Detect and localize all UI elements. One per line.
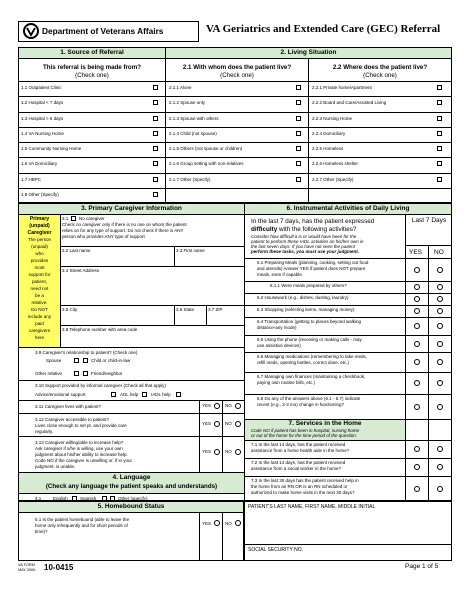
q31-note-1: Check no caregiver only if there is no one on whom the patient <box>62 222 187 227</box>
q312-yes-radio[interactable] <box>214 421 220 427</box>
s2-right-item-checkbox[interactable] <box>437 116 442 121</box>
caregiver-sidebar-line: Do NOT <box>31 307 48 312</box>
s6-item-line: 6.5 Using the phone (receiving or making calls - may <box>257 337 362 342</box>
s6-no-radio[interactable] <box>437 380 443 386</box>
s6-title: 6. Instrumental Activities of Daily Living <box>286 205 410 212</box>
q51-line-3: time)? <box>35 529 48 534</box>
s1-item-checkbox[interactable] <box>153 177 158 182</box>
s1-item-checkbox[interactable] <box>153 116 158 121</box>
lang-num: 4.1 <box>35 496 42 501</box>
lang-spanish-label: Spanish <box>80 496 97 501</box>
row-divider <box>244 394 452 395</box>
s6-no-radio[interactable] <box>437 308 443 314</box>
s1-item-label: 1.5 Community Nursing Home <box>21 146 82 151</box>
s7-item-line: assistance from a social worker in the home? <box>251 466 342 471</box>
s6-item-line: paying own routine bills, etc.) <box>257 380 316 385</box>
q39-label: 3.9 Caregiver's relationship to patient? (Check one) <box>35 350 138 355</box>
cg-last-name-label: 3.2 Last name <box>62 248 91 253</box>
s6-item-line: meals, even if capable. <box>257 272 304 277</box>
row-divider <box>244 440 452 441</box>
q312-no-label: NO <box>225 421 232 426</box>
footer-form-label: VA FORM <box>18 563 35 567</box>
support-advice-checkbox[interactable] <box>111 392 116 397</box>
q313-yes-label: YES <box>202 449 212 454</box>
s6-no-radio[interactable] <box>437 267 443 273</box>
s7-item-line: 7.1 In the last 14 days, has the patient received <box>251 442 346 447</box>
footer-form-number: 10-0415 <box>44 563 74 572</box>
s7-note-1: Code NO if patient has been in hospital, nursing home <box>251 428 360 433</box>
row-divider <box>244 305 452 306</box>
s6-item-line: use assistive devices) <box>257 343 301 348</box>
s2-q2: 2.2 Where does the patient live? <box>332 64 428 71</box>
q313-yes-radio[interactable] <box>214 449 220 455</box>
q311-no-label: NO <box>225 403 232 408</box>
q313-note-1: Ask caregiver if s/he is willing, use your own <box>35 446 123 451</box>
s2-title: 2. Living Situation <box>280 49 337 56</box>
s6-no-radio[interactable] <box>437 284 443 290</box>
row-divider <box>165 142 452 143</box>
row-divider <box>18 173 165 174</box>
s6-item-line: 6.8 Do any of the answers above (6.1 - 6.7) indicate <box>257 396 361 401</box>
caregiver-sidebar-line: here <box>34 335 45 340</box>
row-divider <box>165 112 452 113</box>
s1-item-checkbox[interactable] <box>153 161 158 166</box>
q313-no-radio[interactable] <box>235 449 241 455</box>
s7-note-2: or out of the home for the time period of the question. <box>251 433 358 438</box>
s6-item-line: 6.6 Managing medications (remembering to take meds, <box>257 354 368 359</box>
s4-subtitle: (Check any language the patient speaks and understands) <box>45 483 218 490</box>
s6-yes-radio[interactable] <box>414 404 420 410</box>
form-title: VA Geriatrics and Extended Care (GEC) Referral <box>206 23 441 35</box>
s1-subhead-check: (Check one) <box>75 72 109 79</box>
caregiver-sidebar-line: Caregiver <box>27 230 52 236</box>
s6-yes-radio[interactable] <box>414 341 420 347</box>
s6-item-line: 6.3 Shopping (selecting items, managing money) <box>257 307 355 312</box>
rel-spouse-label: Spouse <box>46 358 62 363</box>
s2-left-item-checkbox[interactable] <box>296 131 301 136</box>
s2-right-item-checkbox[interactable] <box>437 161 442 166</box>
s6-item-line: recent (e.g., 2-3 mo) change in functioning? <box>257 402 345 407</box>
q31-note-2: relies on for any type of support. Do not check if there is ANY <box>62 228 184 233</box>
support-adl-checkbox[interactable] <box>142 392 147 397</box>
row-divider <box>165 127 452 128</box>
q31-note-3: person who provides ANY type of support <box>62 234 145 239</box>
s2-right-item-checkbox[interactable] <box>437 146 442 151</box>
s2-q1: 2.1 With whom does the patient live? <box>182 64 292 71</box>
cg-street-field[interactable] <box>61 276 243 286</box>
s6-item-line: refill meds, opening bottles, correct dose, etc.) <box>257 360 350 365</box>
s6-note-3: the last seven days. If you have not seen the patient <box>251 244 355 249</box>
s6-no-header: NO <box>434 249 444 256</box>
caregiver-sidebar-line: patient, <box>31 279 48 284</box>
s2-left-item-checkbox[interactable] <box>296 146 301 151</box>
va-seal-icon <box>22 22 40 40</box>
s6-header-2: difficulty with the following activities? <box>251 226 357 233</box>
org-name: Department of Veterans Affairs <box>42 26 164 36</box>
s6-item-line: 6.1.1 Were meals prepared by others? <box>270 283 347 288</box>
caregiver-sidebar-line: support for <box>28 272 51 277</box>
caregiver-sidebar-line: relative. <box>31 300 48 305</box>
cg-phone-field[interactable] <box>61 335 243 345</box>
s6-no-radio[interactable] <box>437 323 443 329</box>
s4-title: 4. Language <box>112 474 151 481</box>
caregiver-sidebar-line: most <box>34 265 45 270</box>
s5-title: 5. Homebound Status <box>97 503 165 510</box>
s7-item-line: 7.2 In the last 14 days, has the patient received <box>251 460 346 465</box>
s2-left-item-label: 2.1.3 Spouse with others <box>169 115 219 121</box>
q311-label: 3.11 Caregiver lives with patient? <box>35 404 101 409</box>
support-adl-label: ADL help <box>120 392 139 397</box>
s2-right-item-checkbox[interactable] <box>437 85 442 90</box>
s1-item-label: 1.2 Hospital < 7 days <box>21 100 64 106</box>
s1-item-checkbox[interactable] <box>153 146 158 151</box>
support-iadl-checkbox[interactable] <box>176 392 181 397</box>
s7-no-radio[interactable] <box>437 464 443 470</box>
q51-yes-radio[interactable] <box>214 520 220 526</box>
q31-num: 3.1 <box>62 216 69 221</box>
rel-spouse-checkbox[interactable] <box>74 358 79 363</box>
cg-last-name-field[interactable] <box>61 255 173 265</box>
s1-item-label: 1.8 Other (Specify) <box>21 191 59 197</box>
s6-yes-radio[interactable] <box>414 380 420 386</box>
s6-yes-radio[interactable] <box>414 323 420 329</box>
s6-no-radio[interactable] <box>437 341 443 347</box>
s2-left-item-label: 2.1.6 Group setting with non-relatives <box>169 161 244 167</box>
s2-left-item-checkbox[interactable] <box>296 177 301 182</box>
support-iadl-label: IADL help <box>151 392 171 397</box>
q51-line-2: home only infrequently and for short periods of <box>35 523 128 528</box>
s6-no-radio[interactable] <box>437 404 443 410</box>
s2-left-item-checkbox[interactable] <box>296 100 301 105</box>
s2-left-item-label: 2.1.2 Spouse only <box>169 100 206 106</box>
cg-zip-label: 3.7 ZIP <box>208 307 223 312</box>
row-divider <box>165 96 452 97</box>
q310-label: 3.10 Support provided by informal caregiver (Check all that apply) <box>35 383 166 388</box>
row-divider <box>244 335 452 336</box>
q312-no-radio[interactable] <box>235 421 241 427</box>
s7-yes-radio[interactable] <box>414 464 420 470</box>
s1-item-checkbox[interactable] <box>153 85 158 90</box>
q313-note-2: judgment about his/her ability to increase help. <box>35 452 128 457</box>
s7-item-line: the home from an RN OR is an RN scheduled or <box>251 484 348 489</box>
row-divider <box>244 372 452 373</box>
row-divider <box>18 157 165 158</box>
rel-friend-checkbox[interactable] <box>83 371 88 376</box>
s2-right-item-label: 2.2.2 Board and Care/Assisted Living <box>312 100 387 106</box>
s7-item-line: assistance from a home health aide in the home? <box>251 448 350 453</box>
q313-no-label: NO <box>225 449 232 454</box>
caregiver-sidebar-line: paid <box>35 321 44 326</box>
row-divider <box>165 188 452 189</box>
s2-q1-check: (Check one) <box>220 72 254 79</box>
s6-yes-radio[interactable] <box>414 296 420 302</box>
s2-left-item-checkbox[interactable] <box>296 116 301 121</box>
s2-right-item-label: 2.2.7 Other (Specify) <box>312 176 354 182</box>
s6-note-4: perform these tasks, you must use your judgment. <box>251 249 360 254</box>
s2-right-item-checkbox[interactable] <box>437 177 442 182</box>
rel-other-label: Other relative <box>35 371 63 376</box>
footer-form-date: MAY 2006 <box>18 568 36 572</box>
s6-note-2: patient to perform these IADL activities on his/her own in <box>251 239 364 244</box>
s7-title: 7. Services in the Home <box>288 420 362 427</box>
cg-city-label: 3.5 City <box>62 307 78 312</box>
s2-right-item-label: 2.2.6 Homeless shelter <box>312 161 359 167</box>
q313-note-3: Code NO if the caregiver is unwilling or, if in your <box>35 458 133 463</box>
caregiver-sidebar-line: The person <box>27 237 52 242</box>
cg-first-name-field[interactable] <box>175 255 243 265</box>
q311-no-radio[interactable] <box>235 403 241 409</box>
s1-item-label: 1.6 VA Domiciliary <box>21 161 58 167</box>
caregiver-sidebar-line: need not <box>30 286 49 291</box>
s3-title: 3. Primary Caregiver Information <box>81 205 182 212</box>
cg-state-label: 3.6 State <box>176 307 195 312</box>
row-divider <box>244 293 452 294</box>
q312-note-2: regularly. <box>35 429 54 434</box>
row-divider <box>18 127 165 128</box>
s6-item-line: 6.7 Managing own finances (maintaining a checkbook, <box>257 374 366 379</box>
rel-child-checkbox[interactable] <box>83 358 88 363</box>
row-divider <box>244 317 452 318</box>
row-divider <box>244 476 452 477</box>
s1-item-label: 1.3 Hospital > 6 days <box>21 115 64 121</box>
caregiver-sidebar-line: provides <box>30 258 49 263</box>
s1-title: 1. Source of Referral <box>60 49 124 56</box>
s6-item-line: and utensils) Answer YES if patient does NOT prepare <box>257 266 366 271</box>
rel-child-label: Child or child-in-law <box>91 358 131 363</box>
cg-first-name-label: 3.3 First name <box>176 248 205 253</box>
row-divider <box>244 458 452 459</box>
patient-name-label: PATIENT'S LAST NAME, FIRST NAME, MIDDLE INITIAL <box>248 504 376 510</box>
s7-yes-radio[interactable] <box>414 486 420 492</box>
s6-note-1: Consider how difficult it is or would have been for the <box>251 234 357 239</box>
row-divider <box>18 142 165 143</box>
caregiver-sidebar-line: (unpaid) <box>29 223 50 229</box>
row-divider <box>165 157 452 158</box>
support-advice-label: Advice/emotional support <box>35 392 86 397</box>
q312-yes-label: YES <box>202 421 212 426</box>
ssn-label: SOCIAL SECURITY NO. <box>248 547 304 553</box>
s1-item-label: 1.7 HBPC <box>21 176 42 182</box>
s7-item-line: authorized to make home visits in the next 30 days? <box>251 490 355 495</box>
lang-english-label: English <box>53 496 68 501</box>
caregiver-sidebar-line: (unpaid) <box>31 244 48 249</box>
s2-right-item-checkbox[interactable] <box>437 131 442 136</box>
row-divider <box>244 258 452 259</box>
q312-note-1: Lives close enough to set pt. and provide care <box>35 423 127 428</box>
s7-no-radio[interactable] <box>437 486 443 492</box>
s2-left-item-label: 2.1.5 Others (not spouse or children) <box>169 146 243 151</box>
q313-label: 3.13 Caregiver willing/able to increase help? <box>35 440 124 445</box>
s2-left-item-checkbox[interactable] <box>296 85 301 90</box>
q311-yes-radio[interactable] <box>214 403 220 409</box>
s2-left-item-label: 2.1.4 Child (not spouse) <box>169 130 217 136</box>
caregiver-sidebar-line: caregivers <box>28 328 51 333</box>
s6-no-radio[interactable] <box>437 359 443 365</box>
cg-phone-label: 3.8 Telephone number with area code <box>62 327 138 332</box>
s1-item-checkbox[interactable] <box>153 131 158 136</box>
lang-other-label: Other (specify) <box>118 496 148 501</box>
s2-q2-check: (Check one) <box>363 72 397 79</box>
s6-item-line: 6.1 Preparing Meals (planning, cooking, setting out food <box>257 260 369 265</box>
s7-no-radio[interactable] <box>437 446 443 452</box>
rel-other-checkbox[interactable] <box>74 371 79 376</box>
s6-item-line: 6.4 Transportation (getting to places beyond walking <box>257 319 362 324</box>
s2-left-item-label: 2.1.7 Other (Specify) <box>169 176 211 182</box>
s2-right-item-label: 2.2.3 Nursing Home <box>312 115 353 121</box>
s1-item-checkbox[interactable] <box>153 192 158 197</box>
s7-item-line: 7.3 In the last 30 days has the patient received help in <box>251 478 359 483</box>
row-divider <box>165 173 452 174</box>
last7days-header: Last 7 Days <box>411 217 447 224</box>
rel-friend-label: Friend/neighbor <box>91 371 123 376</box>
row-divider <box>18 112 165 113</box>
s1-item-label: 1.4 VA Nursing Home <box>21 130 64 136</box>
s2-right-item-label: 2.2.4 Domiciliary <box>312 130 346 136</box>
s2-left-item-checkbox[interactable] <box>296 161 301 166</box>
cg-street-label: 3.4 Street Address <box>62 268 100 273</box>
row-divider <box>244 281 452 282</box>
q31-label: No caregiver <box>79 216 105 221</box>
footer-page: Page 1 of 5 <box>405 563 439 570</box>
s6-item-line: distance-any mode) <box>257 325 297 330</box>
s2-right-item-label: 2.2.1 Private home/Apartment <box>312 85 372 90</box>
s6-header-1: In the last 7 days, has the patient expressed <box>251 218 375 225</box>
row-divider <box>18 188 165 189</box>
s6-yes-radio[interactable] <box>414 359 420 365</box>
s7-yes-radio[interactable] <box>414 446 420 452</box>
caregiver-sidebar-line: include any <box>27 314 52 319</box>
q51-yes-label: YES <box>202 521 212 526</box>
caregiver-sidebar-line: who <box>35 251 44 256</box>
s1-subhead: This referral is being made from? <box>43 64 141 71</box>
s2-left-item-label: 2.1.1 Alone <box>169 85 192 90</box>
s6-yes-radio[interactable] <box>414 284 420 290</box>
s2-right-item-label: 2.2.5 Homeless <box>312 146 344 151</box>
patient-name-field[interactable] <box>246 512 450 542</box>
s1-item-checkbox[interactable] <box>153 100 158 105</box>
s6-yes-header: YES <box>409 249 423 256</box>
q312-label: 3.12 Caregiver accessible to patient? <box>35 417 110 422</box>
row-divider <box>18 96 165 97</box>
q51-line-1: 5.1 Is the patient homebound (able to leave the <box>35 517 130 522</box>
s6-yes-radio[interactable] <box>414 267 420 273</box>
q313-note-4: judgment, is unable. <box>35 464 76 469</box>
q311-yes-label: YES <box>202 403 212 408</box>
q51-no-label: NO <box>225 521 232 526</box>
q51-no-radio[interactable] <box>235 520 241 526</box>
s1-item-label: 1.1 Outpatient Clinic <box>21 85 62 90</box>
s6-no-radio[interactable] <box>437 296 443 302</box>
s6-yes-radio[interactable] <box>414 308 420 314</box>
caregiver-sidebar-line: be a <box>35 293 44 298</box>
no-caregiver-checkbox[interactable] <box>71 216 76 221</box>
s2-right-item-checkbox[interactable] <box>437 100 442 105</box>
row-divider <box>244 352 452 353</box>
caregiver-sidebar-line: Primary <box>29 216 50 222</box>
s6-item-line: 6.2 Housework (e.g., dishes, dusting, laundry) <box>257 295 349 300</box>
